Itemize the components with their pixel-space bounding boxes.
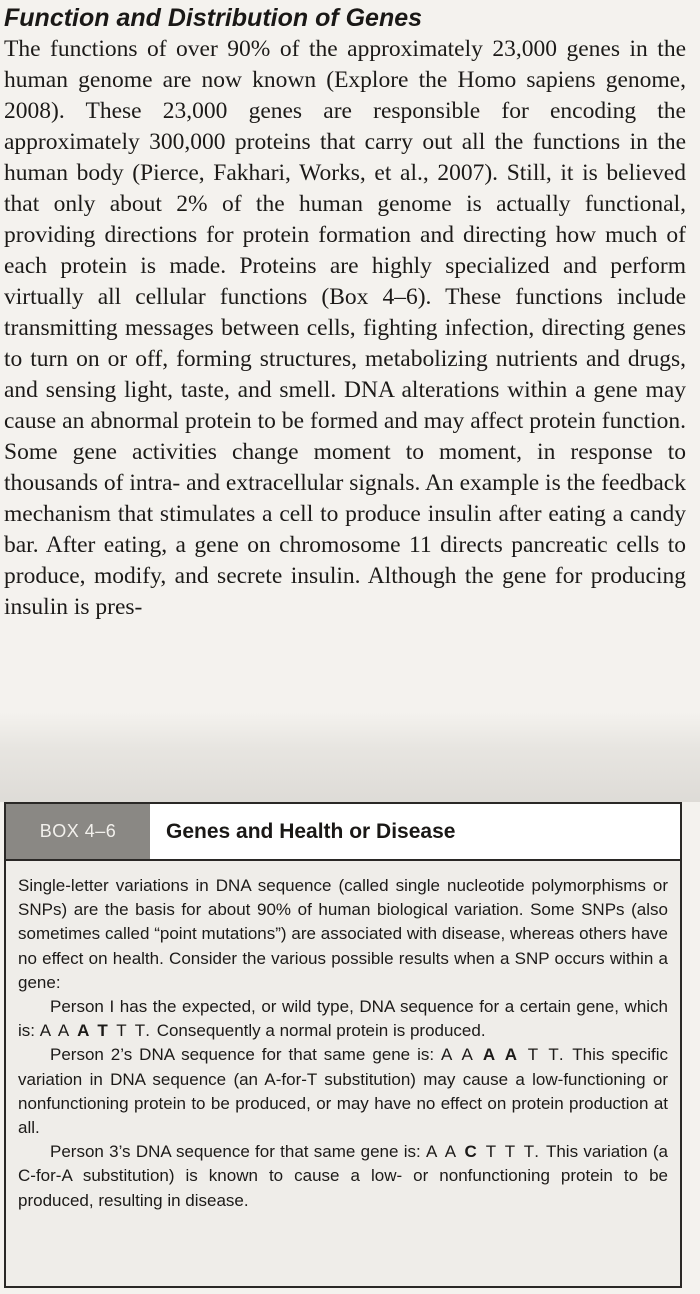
body-paragraph: The functions of over 90% of the approximately 23,000 genes in the human genome are now known (Explore the Homo sapiens genome, 2008). These 23,000 genes are responsible for encoding the approximately 300,000 proteins that carry out all the functions in the human body (Pierce, Fakhari, Works, et al., 2007). Still, it is believed that only about 2% of the human genome is actually functional, providing directions for protein formation and directing how much of each protein is made. Proteins are highly specialized and perform virtually all cellular functions (Box 4–6). These functions include transmitting messages between cells, fighting infection, directing genes to turn on or off, forming structures, metabolizing nutrients and drugs, and sensing light, taste, and smell. DNA alterations within a gene may cause an abnormal protein to be formed and may affect protein function. Some gene activities change moment to moment, in response to thousands of intra- and extracellular signals. An example is the feedback mechanism that stimulates a cell to produce insulin after eating a candy bar. After eating, a gene on chromosome 11 directs pancreatic cells to produce, modify, and secrete insulin. Although the gene for producing insulin is pres-	[4, 36, 686, 620]
person-3-seq-after: T T T.	[485, 1142, 541, 1162]
person-1-seq-after: T T.	[116, 1021, 152, 1041]
person-1-seq-highlight: A T	[77, 1021, 110, 1041]
person-2-sequence	[441, 1045, 566, 1064]
box-label: BOX 4–6	[6, 804, 150, 859]
person-3-paragraph	[18, 1140, 668, 1213]
box-title: Genes and Health or Disease	[166, 820, 456, 843]
person-1-sequence	[40, 1021, 152, 1040]
person-2-lead: Person 2’s DNA sequence for that same gene is:	[50, 1045, 435, 1065]
person-1-tail: Consequently a normal protein is produced.	[156, 1021, 486, 1041]
box-intro: Single-letter variations in DNA sequence (called single nucleotide polymorphisms or SNPs) are the basis for about 90% of human biological variation. Some SNPs (also sometimes called “point mutations”) are associated with disease, whereas others have no effect on health. Consider the various possible results when a SNP occurs within a gene:	[18, 876, 668, 992]
section-heading: Function and Distribution of Genes	[4, 4, 423, 32]
person-1-seq-before: A A	[39, 1021, 71, 1041]
person-2-paragraph	[18, 1043, 668, 1140]
person-3-lead: Person 3’s DNA sequence for that same gene is:	[50, 1142, 421, 1162]
bleed-through-shading	[0, 712, 700, 802]
box-header	[6, 804, 680, 861]
person-1-lead: Person I has the expected, or wild type, DNA sequence for a certain gene, which is:	[18, 997, 668, 1041]
person-3-sequence	[426, 1142, 541, 1161]
person-2-seq-after: T T.	[527, 1045, 566, 1065]
person-3-seq-highlight: C	[464, 1142, 479, 1162]
box-body	[18, 874, 668, 1213]
person-2-seq-before: A A	[441, 1045, 474, 1065]
person-3-tail: This variation (a C-for-A substitution) is known to cause a low- or nonfunctioning protein to be produced, resulting in disease.	[18, 1142, 668, 1210]
person-2-tail: This specific variation in DNA sequence (an A-for-T substitution) may cause a low-functioning or nonfunctioning protein to be produced, or may have no effect on protein production at all.	[18, 1045, 669, 1138]
person-1-paragraph	[18, 995, 668, 1043]
person-3-seq-before: A A	[426, 1142, 458, 1162]
box-4-6	[4, 802, 682, 1288]
person-2-seq-highlight: A A	[482, 1045, 520, 1065]
